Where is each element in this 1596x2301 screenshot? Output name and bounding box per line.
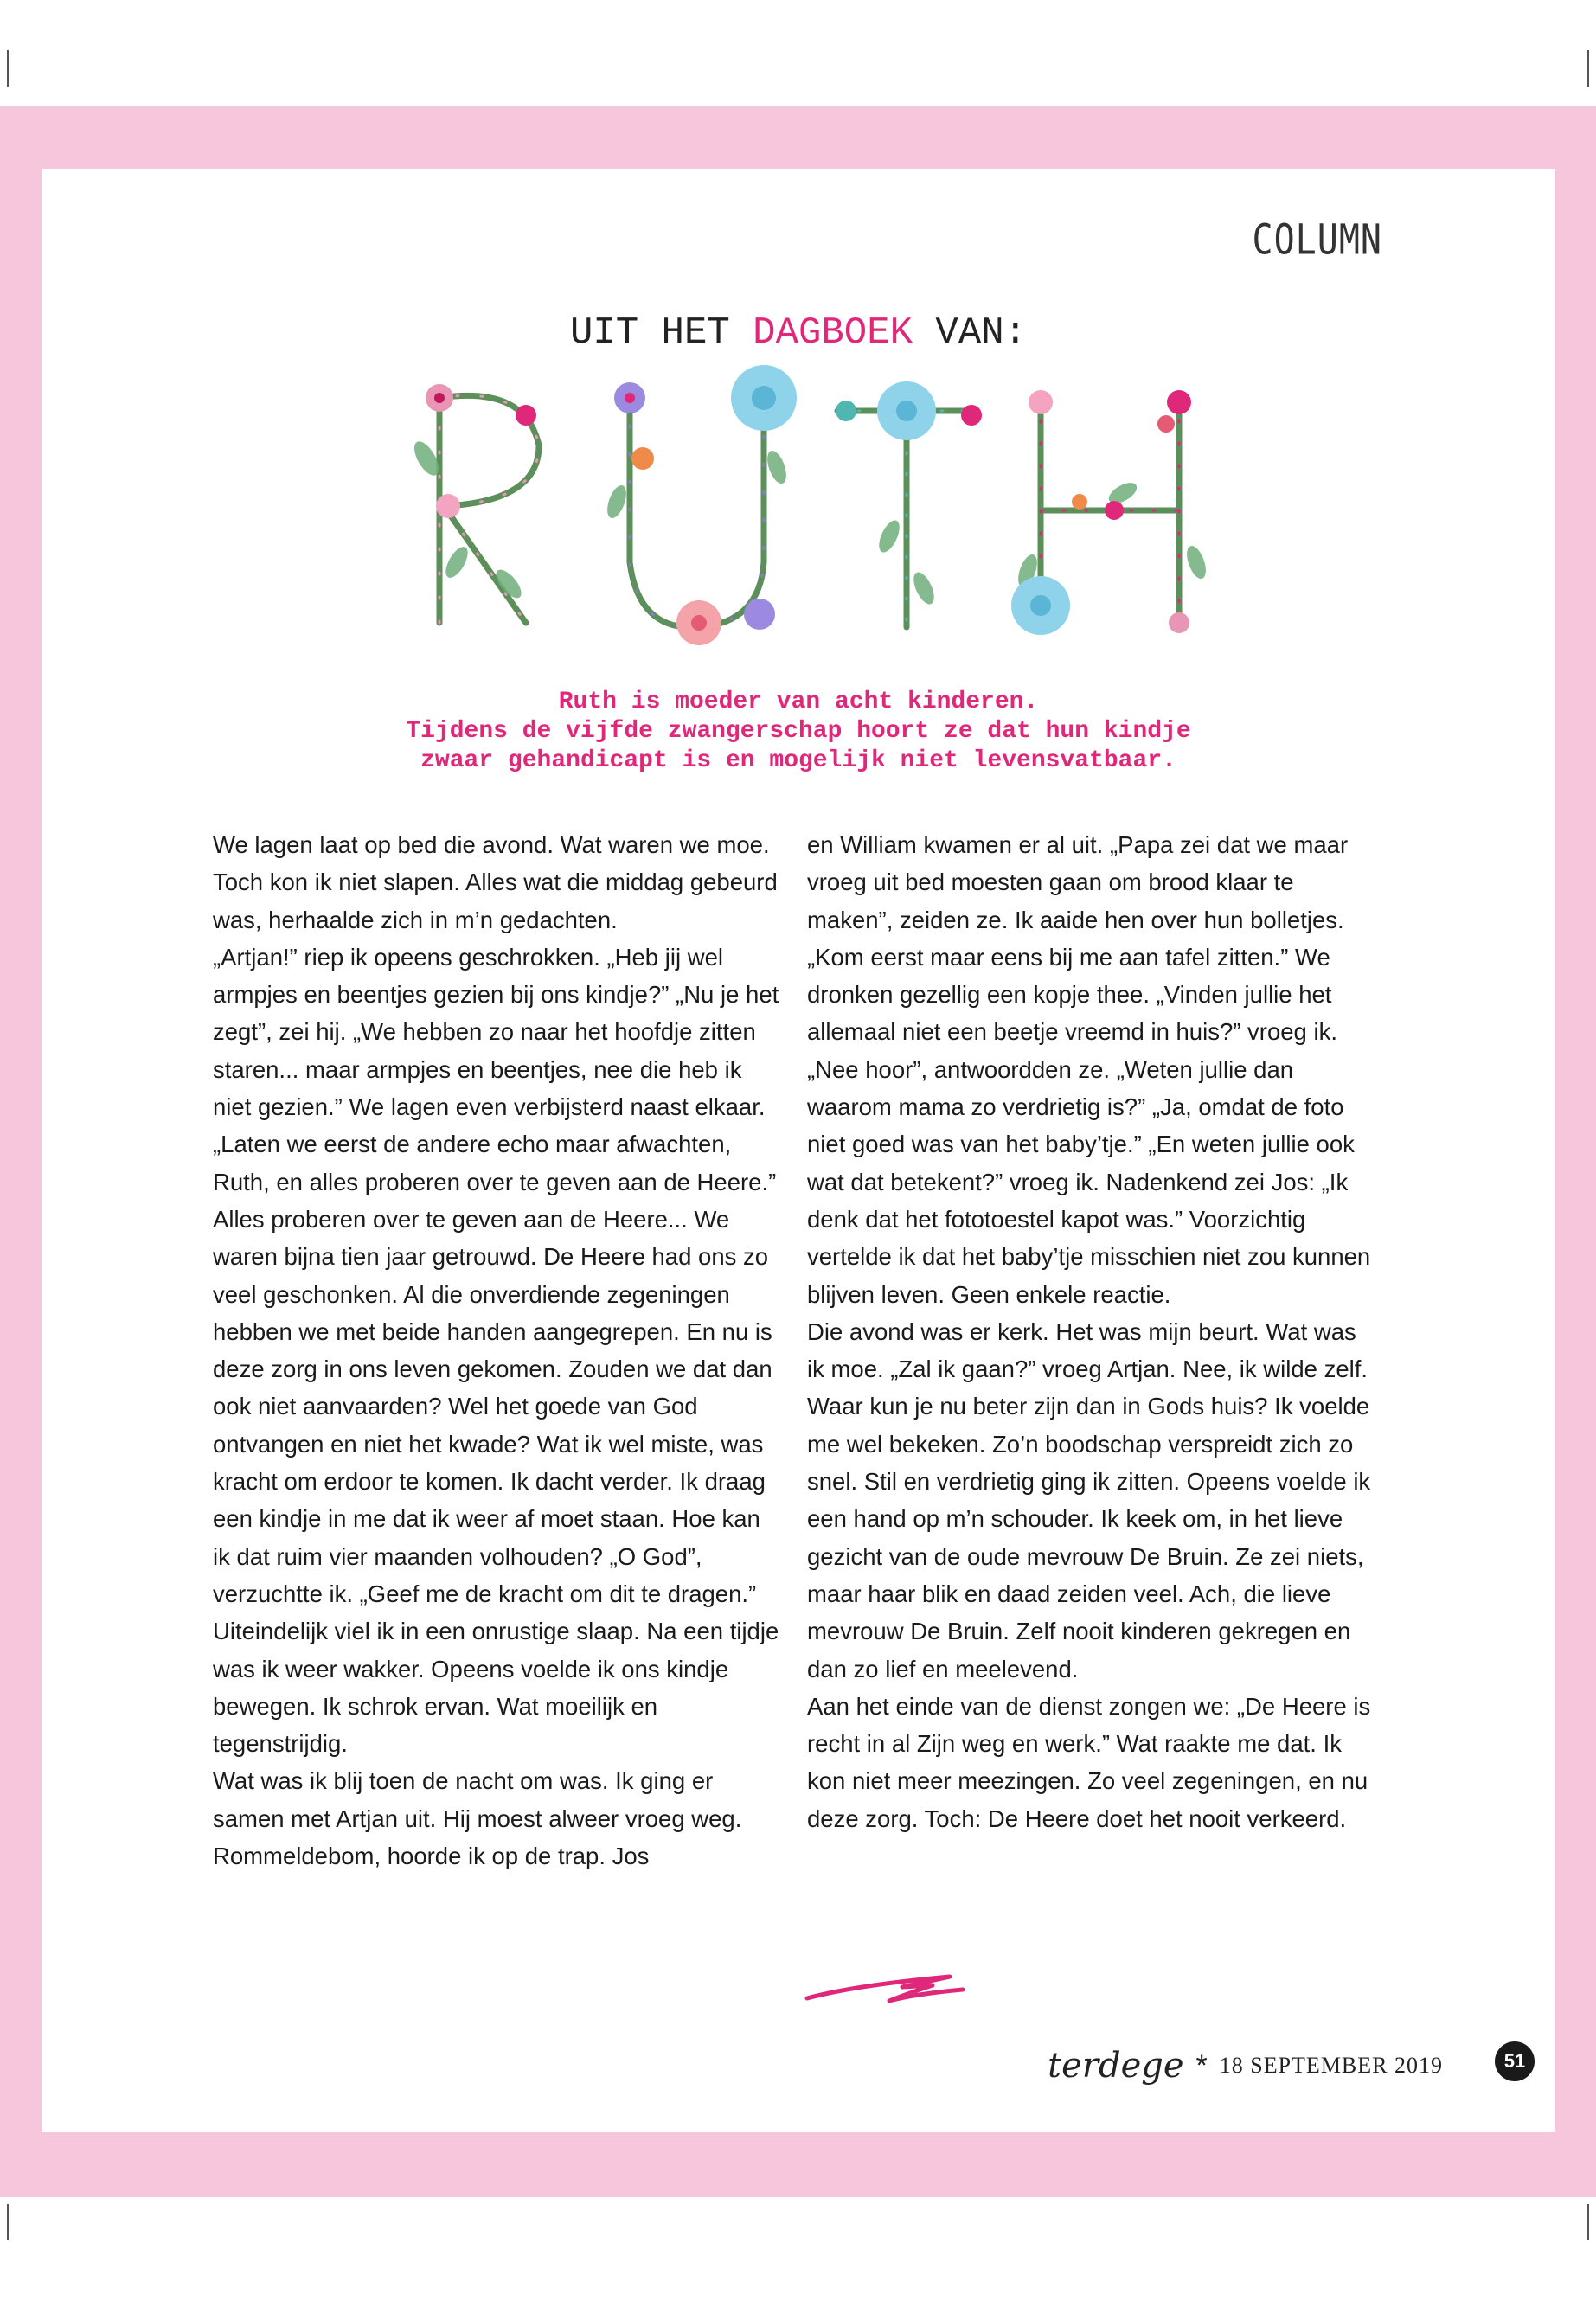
paragraph: Wat was ik blij toen de nacht om was. Ik ging er samen met Artjan uit. Hij moest alweer vroeg weg. Rommeldebom, hoorde ik op de trap. Jos	[213, 1767, 742, 1870]
paragraph: Alles proberen over te geven aan de Heere... We waren bijna tien jaar getrouwd. De Heere had ons zo veel geschonken. Al die onverdiende zegeningen hebben we met beide handen aangegrepen. En nu is deze zorg in ons leven gekomen. Zouden we dat dan ook niet aanvaarden? Wel het goede van God ontvangen en niet het kwade? Wat ik wel miste, was kracht om erdoor te komen. Ik dacht verder. Ik draag een kindje in me dat ik weer af moet staan. Hoe kan ik dat ruim vier maanden volhouden? „O God”, verzuchtte ik. „Geef me de kracht om dit te dragen.”	[213, 1205, 772, 1607]
magazine-page	[42, 169, 1555, 2132]
headline	[42, 311, 1555, 355]
asterisk-icon: *	[1195, 2048, 1208, 2082]
crop-mark-bottom-right	[1587, 2204, 1589, 2240]
ruth-floral-title	[396, 363, 1227, 649]
intro-line: Ruth is moeder van acht kinderen.	[558, 689, 1039, 715]
paragraph: Uiteindelijk viel ik in een onrustige slaap. Na een tijdje was ik weer wakker. Opeens voelde ik ons kindje bewegen. Ik schrok ervan. Wat moeilijk en tegenstrijdig.	[213, 1618, 779, 1758]
paragraph: Aan het einde van de dienst zongen we: „De Heere is recht in al Zijn weg en werk.” Wat raakte me dat. Ik kon niet meer meezingen. Zo veel zegeningen, en nu deze zorg. Toch: De Heere doet het nooit verkeerd.	[807, 1692, 1371, 1832]
paragraph: en William kwamen er al uit. „Papa zei dat we maar vroeg uit bed moesten gaan om brood klaar te maken”, zeiden ze. Ik aaide hen over hun bolletjes. „Kom eerst maar eens bij me aan tafel zitten.” We dronken gezellig een kopje thee. „Vinden jullie het allemaal niet een beetje vreemd in huis?” vroeg ik. „Nee hoor”, antwoordden ze. „Weten jullie dan waarom mama zo verdrietig is?” „Ja, omdat de foto niet goed was van het baby’tje.” „En weten jullie ook wat dat betekent?” vroeg ik. Nadenkend zei Jos: „Ik denk dat het fototoestel kapot was.” Voorzichtig vertelde ik dat het baby’tje misschien niet zou kunnen blijven leven. Geen enkele reactie.	[807, 831, 1371, 1308]
footer	[1048, 2046, 1443, 2086]
crop-mark-top-right	[1587, 50, 1589, 87]
issue-date: 18 SEPTEMBER 2019	[1219, 2053, 1443, 2078]
headline-highlight: DAGBOEK	[753, 311, 913, 355]
headline-prefix: UIT HET	[569, 311, 753, 355]
intro-line: Tijdens de vijfde zwangerschap hoort ze dat hun kindje	[406, 718, 1191, 745]
section-label: COLUMN	[1252, 216, 1382, 265]
signature-scribble	[803, 1968, 967, 2011]
brand-logo: terdege	[1048, 2046, 1184, 2086]
column-right	[807, 826, 1378, 1837]
page-number: 51	[1495, 2041, 1535, 2081]
crop-mark-bottom-left	[7, 2204, 9, 2240]
paragraph: „Artjan!” riep ik opeens geschrokken. „Heb jij wel armpjes en beentjes gezien bij ons kindje?” „Nu je het zegt”, zei hij. „We hebben zo naar het hoofdje zitten staren... maar armpjes en beentjes, nee die heb ik niet gezien.” We lagen even verbijsterd naast elkaar. „Laten we eerst de andere echo maar afwachten, Ruth, en alles proberen over te geven aan de Heere.”	[213, 943, 779, 1195]
paragraph: Die avond was er kerk. Het was mijn beurt. Wat was ik moe. „Zal ik gaan?” vroeg Artjan. Nee, ik wilde zelf. Waar kun je nu beter zijn dan in Gods huis? Ik voelde me wel bekeken. Zo’n boodschap verspreidt zich zo snel. Stil en verdrietig ging ik zitten. Opeens voelde ik een hand op m’n schouder. Ik keek om, in het lieve gezicht van de oude mevrouw De Bruin. Ze zei niets, maar haar blik en daad zeiden veel. Ach, die lieve mevrouw De Bruin. Zelf nooit kinderen gekregen en dan zo lief en meelevend.	[807, 1317, 1371, 1682]
intro-line: zwaar gehandicapt is en mogelijk niet levensvatbaar.	[420, 747, 1176, 774]
headline-suffix: VAN:	[913, 311, 1028, 355]
crop-mark-top-left	[7, 50, 9, 87]
column-left	[213, 826, 784, 1875]
paragraph: We lagen laat op bed die avond. Wat waren we moe. Toch kon ik niet slapen. Alles wat die middag gebeurd was, herhaalde zich in m’n gedachten.	[213, 831, 778, 933]
intro-text	[42, 688, 1555, 776]
